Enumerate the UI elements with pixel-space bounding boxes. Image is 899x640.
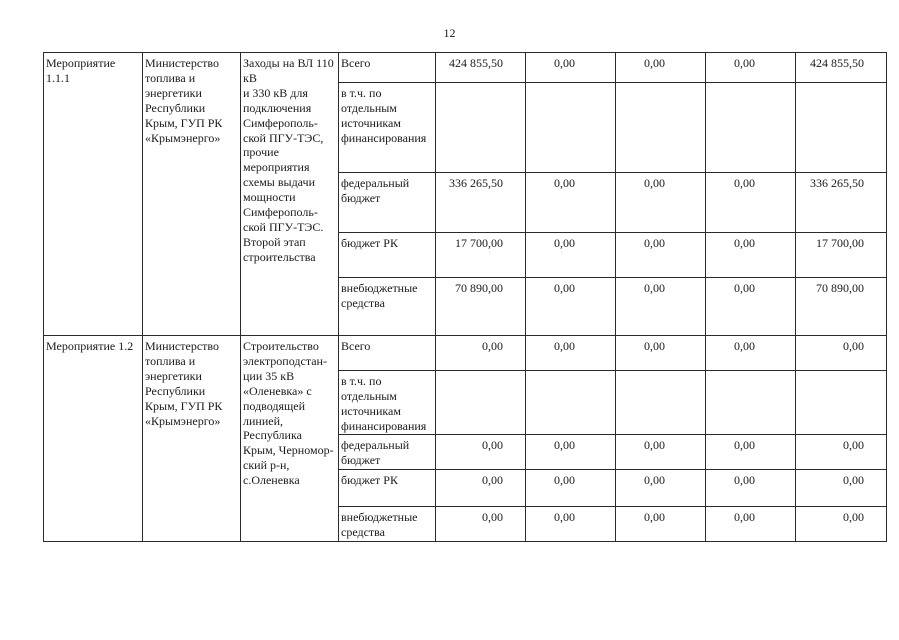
amount-cell: 0,00 — [526, 278, 616, 336]
amount-cell: 0,00 — [706, 506, 796, 541]
amount-cell: 0,00 — [436, 506, 526, 541]
description-cell: Заходы на ВЛ 110 кВ и 330 кВ для подключения Симферополь-ской ПГУ-ТЭС, прочие мероприятия схемы выдачи мощности Симферополь-ской ПГУ-ТЭС. Второй этап строительства — [241, 53, 339, 336]
amount-cell: 0,00 — [616, 233, 706, 278]
funding-source-label: внебюджетные средства — [339, 506, 436, 541]
amount-cell: 70 890,00 — [436, 278, 526, 336]
amount-cell: 0,00 — [796, 506, 887, 541]
amount-cell: 424 855,50 — [796, 53, 887, 83]
table-body — [44, 53, 887, 542]
amount-cell: 0,00 — [436, 336, 526, 371]
amount-cell — [436, 83, 526, 173]
amount-cell: 0,00 — [526, 469, 616, 506]
funding-source-label: бюджет РК — [339, 233, 436, 278]
amount-cell: 17 700,00 — [436, 233, 526, 278]
amount-cell: 0,00 — [706, 434, 796, 469]
amount-cell: 0,00 — [526, 506, 616, 541]
amount-cell: 0,00 — [706, 278, 796, 336]
funding-source-label: бюджет РК — [339, 469, 436, 506]
amount-cell: 0,00 — [436, 434, 526, 469]
amount-cell — [526, 83, 616, 173]
amount-cell: 0,00 — [526, 53, 616, 83]
amount-cell — [796, 371, 887, 435]
table-row — [44, 336, 887, 371]
table-row — [44, 53, 887, 83]
amount-cell: 424 855,50 — [436, 53, 526, 83]
funding-source-label: в т.ч. по отдельным источникам финансирования — [339, 371, 436, 435]
description-cell: Строительство электроподстан-ции 35 кВ «Оленевка» с подводящей линией, Республика Крым, Черномор-ский р-н, с.Оленевка — [241, 336, 339, 542]
amount-cell: 0,00 — [526, 173, 616, 233]
amount-cell: 0,00 — [616, 278, 706, 336]
amount-cell — [436, 371, 526, 435]
funding-source-label: в т.ч. по отдельным источникам финансирования — [339, 83, 436, 173]
amount-cell: 70 890,00 — [796, 278, 887, 336]
amount-cell — [616, 83, 706, 173]
amount-cell: 0,00 — [616, 53, 706, 83]
funding-source-label: Всего — [339, 53, 436, 83]
measure-cell: Мероприятие 1.2 — [44, 336, 143, 542]
amount-cell: 0,00 — [526, 336, 616, 371]
financing-table — [43, 52, 887, 542]
amount-cell: 0,00 — [436, 469, 526, 506]
amount-cell: 0,00 — [616, 469, 706, 506]
amount-cell: 0,00 — [616, 336, 706, 371]
amount-cell: 336 265,50 — [436, 173, 526, 233]
amount-cell: 0,00 — [616, 173, 706, 233]
amount-cell: 0,00 — [616, 506, 706, 541]
funding-source-label: федеральный бюджет — [339, 173, 436, 233]
amount-cell: 0,00 — [706, 173, 796, 233]
amount-cell: 336 265,50 — [796, 173, 887, 233]
funding-source-label: внебюджетные средства — [339, 278, 436, 336]
amount-cell — [706, 371, 796, 435]
executor-cell: Министерство топлива и энергетики Республики Крым, ГУП РК «Крымэнерго» — [143, 336, 241, 542]
amount-cell: 0,00 — [706, 336, 796, 371]
amount-cell: 0,00 — [796, 336, 887, 371]
amount-cell: 0,00 — [616, 434, 706, 469]
amount-cell: 0,00 — [706, 233, 796, 278]
amount-cell: 17 700,00 — [796, 233, 887, 278]
amount-cell — [616, 371, 706, 435]
executor-cell: Министерство топлива и энергетики Республики Крым, ГУП РК «Крымэнерго» — [143, 53, 241, 336]
amount-cell: 0,00 — [796, 434, 887, 469]
page-number: 12 — [443, 26, 456, 40]
amount-cell — [526, 371, 616, 435]
amount-cell — [796, 83, 887, 173]
amount-cell: 0,00 — [706, 53, 796, 83]
amount-cell: 0,00 — [526, 233, 616, 278]
funding-source-label: федеральный бюджет — [339, 434, 436, 469]
amount-cell — [706, 83, 796, 173]
measure-cell: Мероприятие 1.1.1 — [44, 53, 143, 336]
amount-cell: 0,00 — [526, 434, 616, 469]
funding-source-label: Всего — [339, 336, 436, 371]
amount-cell: 0,00 — [796, 469, 887, 506]
amount-cell: 0,00 — [706, 469, 796, 506]
